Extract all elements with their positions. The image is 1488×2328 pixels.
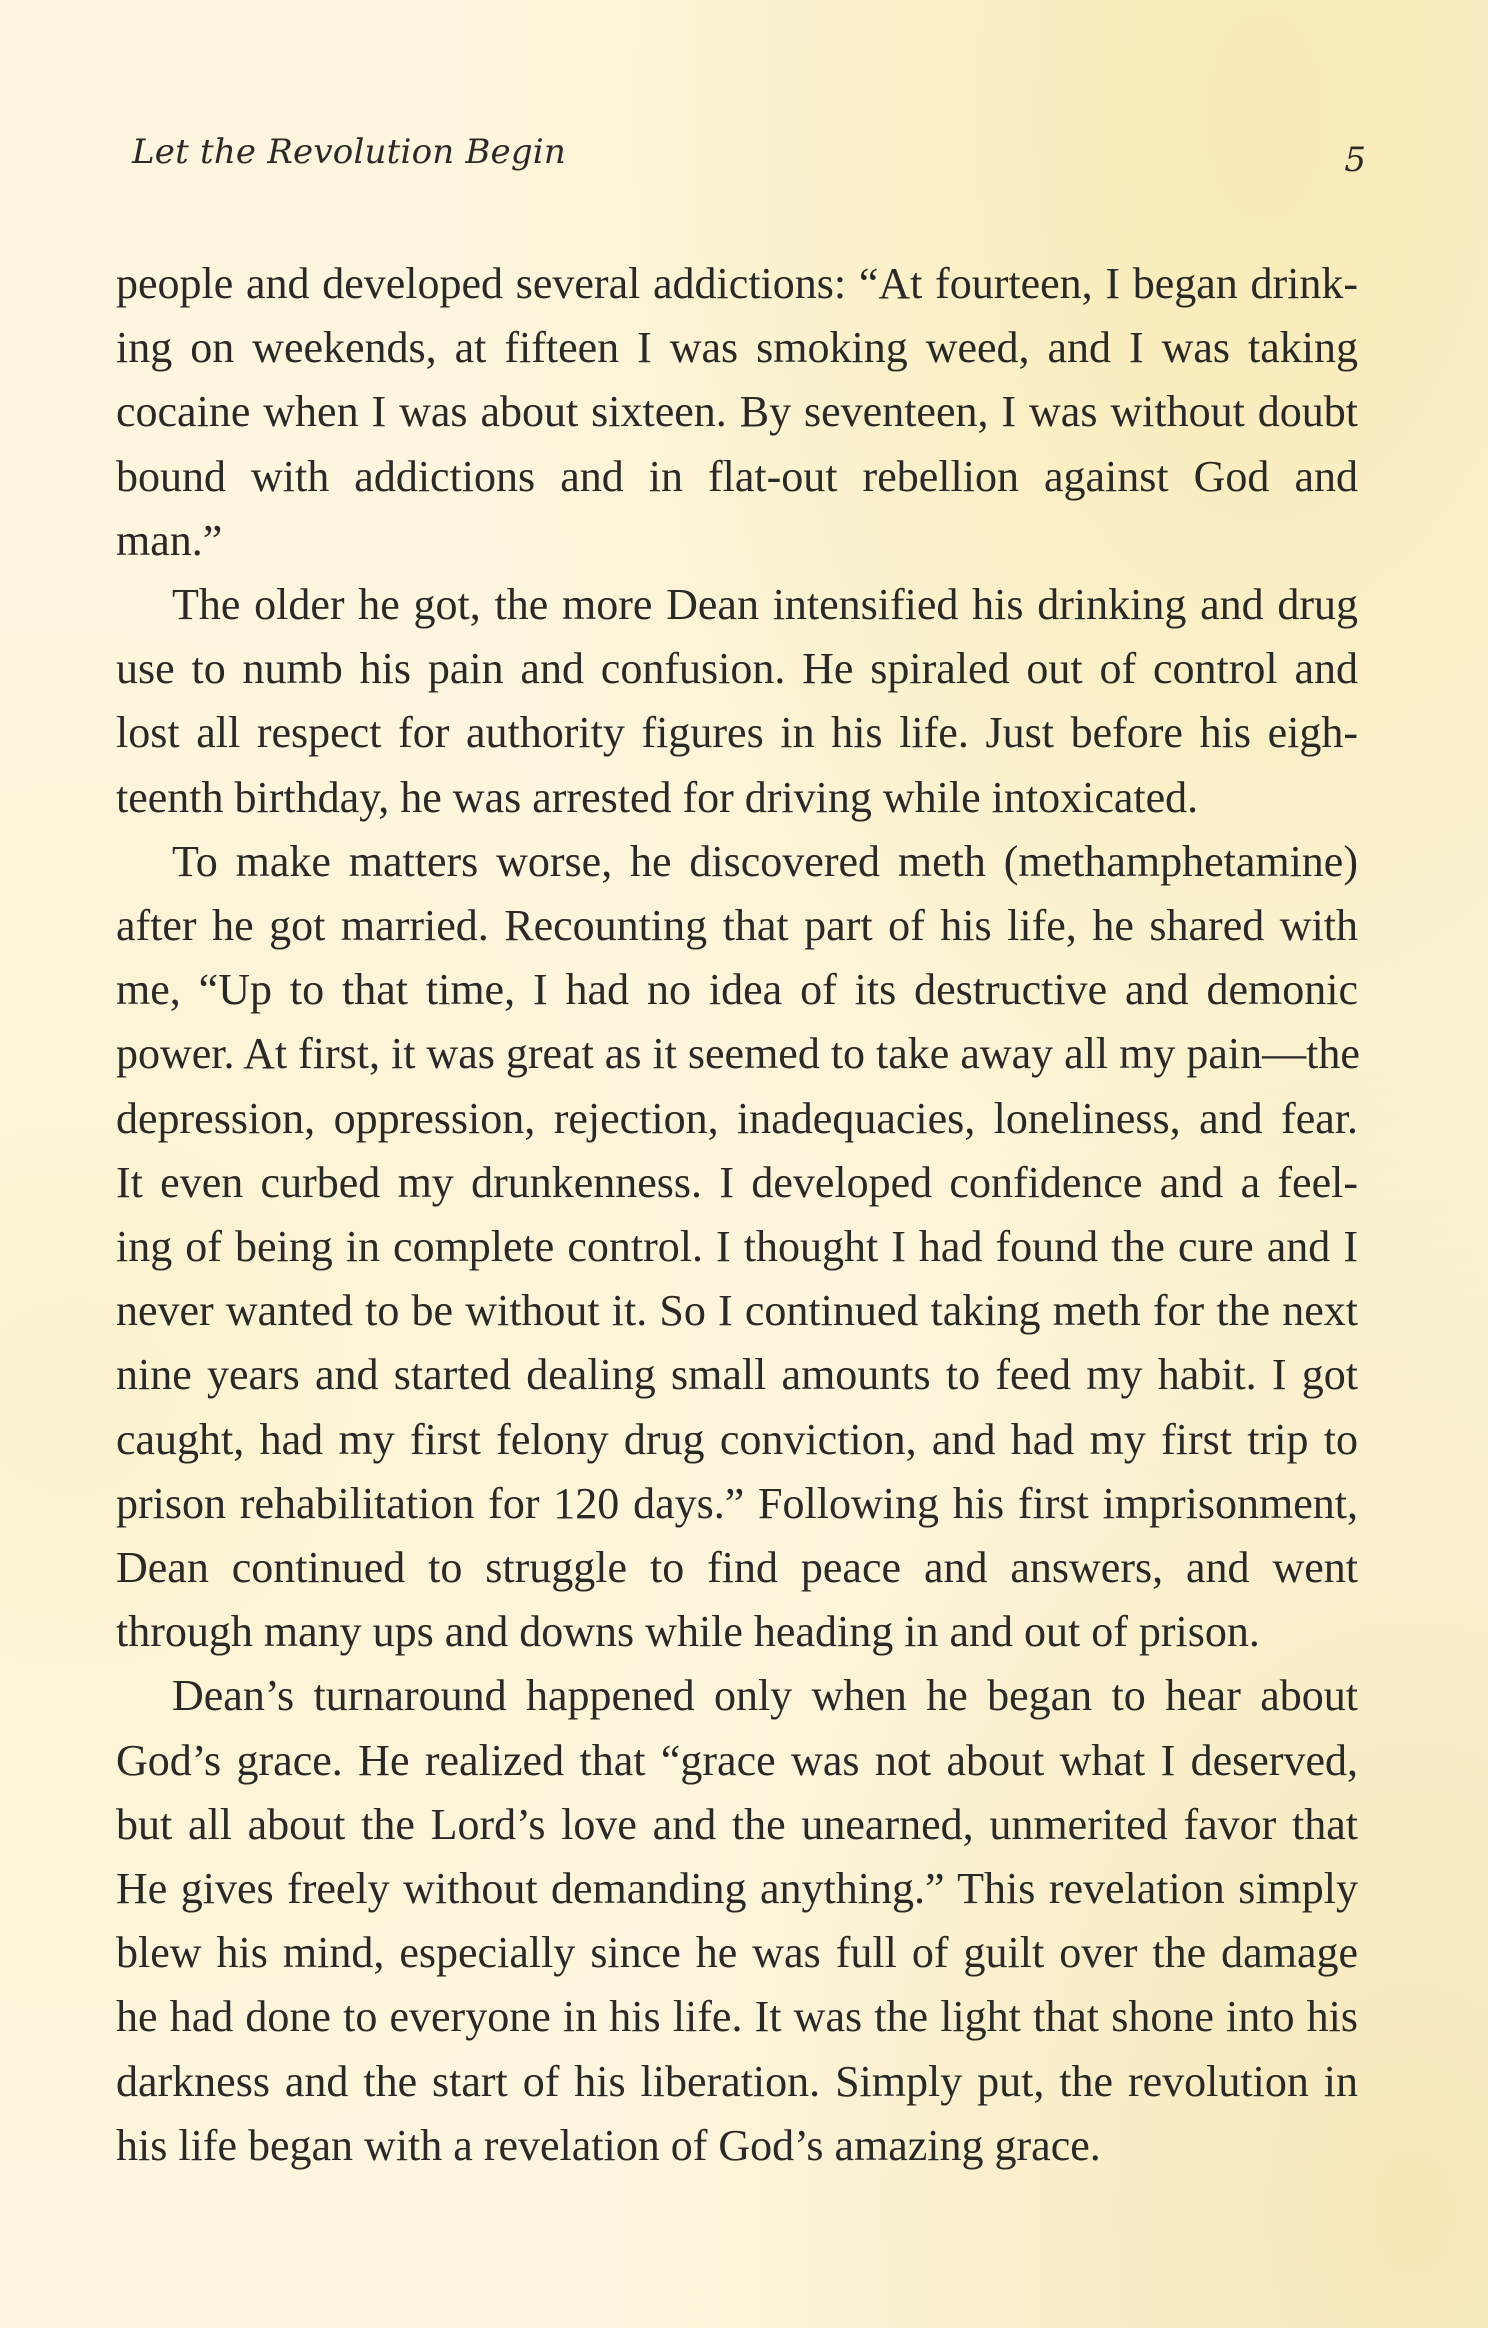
text-line: nine years and started dealing small amounts to feed my habit. I got xyxy=(116,1350,1358,1400)
text-line: lost all respect for authority figures in his life. Just before his eigh- xyxy=(116,708,1358,758)
text-line: depression, oppression, rejection, inadequacies, loneliness, and fear. xyxy=(116,1093,1358,1143)
text-line: people and developed several addictions: “At fourteen, I began drink- xyxy=(116,259,1358,308)
text-line: God’s grace. He realized that “grace was not about what I deserved, xyxy=(116,1735,1358,1785)
page-number: 5 xyxy=(1344,140,1366,180)
text-line: It even curbed my drunkenness. I developed confidence and a feel- xyxy=(116,1157,1358,1207)
paragraph-3 xyxy=(116,830,1358,1665)
text-line: ing of being in complete control. I thought I had found the cure and I xyxy=(116,1222,1358,1272)
text-line: teenth birthday, he was arrested for driving while intoxicated. xyxy=(116,772,1199,822)
body-text xyxy=(116,252,1358,2178)
text-line: To make matters worse, he discovered meth (methamphetamine) xyxy=(172,836,1358,886)
text-line: man.” xyxy=(116,515,223,565)
text-line: blew his mind, especially since he was full of guilt over the damage xyxy=(116,1928,1358,1978)
text-line: never wanted to be without it. So I continued taking meth for the next xyxy=(116,1286,1358,1336)
text-line: The older he got, the more Dean intensified his drinking and drug xyxy=(172,580,1358,630)
text-line: bound with addictions and in flat-out rebellion against God and xyxy=(116,451,1358,501)
text-line: Dean’s turnaround happened only when he began to hear about xyxy=(172,1671,1358,1721)
text-line: cocaine when I was about sixteen. By seventeen, I was without doubt xyxy=(116,387,1358,437)
text-line: Dean continued to struggle to find peace and answers, and went xyxy=(116,1543,1358,1593)
text-line: ing on weekends, at fifteen I was smoking weed, and I was taking xyxy=(116,323,1358,373)
paragraph-1 xyxy=(116,252,1358,573)
text-line: prison rehabilitation for 120 days.” Following his first imprisonment, xyxy=(116,1478,1358,1528)
text-line: through many ups and downs while heading in and out of prison. xyxy=(116,1607,1260,1657)
text-line: power. At first, it was great as it seemed to take away all my pain—the xyxy=(116,1029,1360,1079)
text-line: his life began with a revelation of God’s amazing grace. xyxy=(116,2120,1101,2170)
text-line: use to numb his pain and confusion. He spiraled out of control and xyxy=(116,644,1358,694)
running-head-title: Let the Revolution Begin xyxy=(132,132,566,172)
paragraph-4 xyxy=(116,1664,1358,2178)
paragraph-2 xyxy=(116,573,1358,830)
text-line: after he got married. Recounting that part of his life, he shared with xyxy=(116,901,1358,951)
text-line: he had done to everyone in his life. It was the light that shone into his xyxy=(116,1992,1358,2042)
text-line: He gives freely without demanding anything.” This revelation simply xyxy=(116,1864,1358,1914)
text-line: me, “Up to that time, I had no idea of its destructive and demonic xyxy=(116,965,1358,1015)
text-line: caught, had my first felony drug conviction, and had my first trip to xyxy=(116,1414,1358,1464)
text-line: but all about the Lord’s love and the unearned, unmerited favor that xyxy=(116,1799,1358,1849)
text-line: darkness and the start of his liberation. Simply put, the revolution in xyxy=(116,2056,1358,2106)
